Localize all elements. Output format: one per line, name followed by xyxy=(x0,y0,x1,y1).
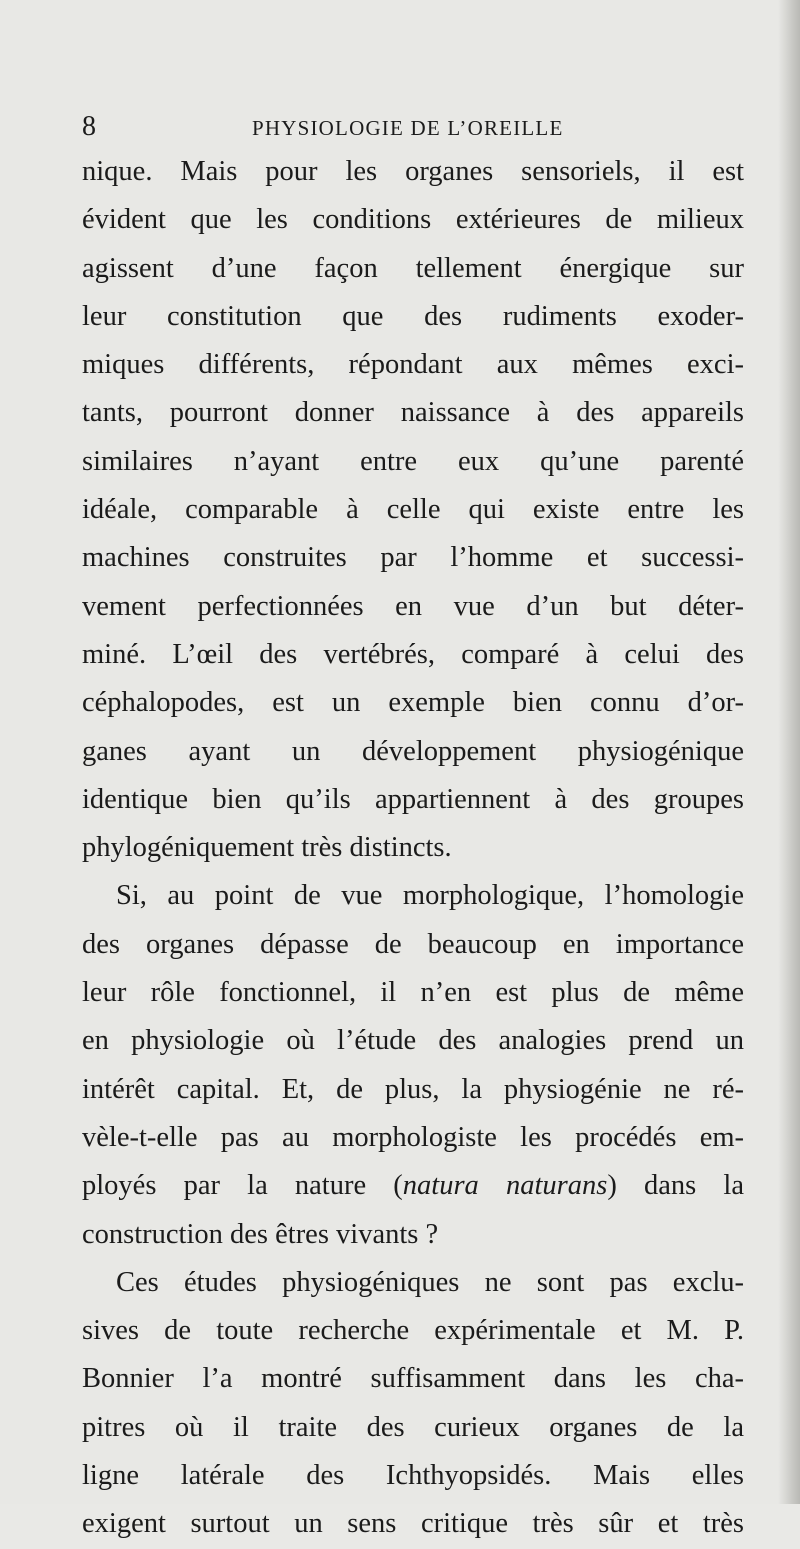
text-line: pitres où il traite des curieux organes de la xyxy=(82,1411,744,1443)
text-line: nique. Mais pour les organes sensoriels, il est xyxy=(82,156,744,187)
text-line: leur constitution que des rudiments exoder- xyxy=(82,300,744,332)
text-line: idéale, comparable à celle qui existe entre les xyxy=(82,494,744,526)
text-line: identique bien qu’ils appartiennent à des groupes xyxy=(82,783,744,815)
text-line: tants, pourront donner naissance à des appareils xyxy=(82,397,744,429)
page-number: 8 xyxy=(82,111,96,142)
text-line: intérêt capital. Et, de plus, la physiogénie ne ré- xyxy=(82,1073,744,1105)
line-text-continuation: dans la xyxy=(616,1170,744,1202)
paragraph-start-line: Si, au point de vue morphologique, l’homologie xyxy=(116,880,744,912)
text-line: similaires n’ayant entre eux qu’une parenté xyxy=(82,445,744,477)
text-line: en physiologie où l’étude des analogies prend un xyxy=(82,1025,744,1057)
text-line: des organes dépasse de beaucoup en importance xyxy=(82,928,744,960)
line-text: ployés par la nature xyxy=(82,1170,367,1202)
text-line: ligne latérale des Ichthyopsidés. Mais elles xyxy=(82,1460,744,1492)
italic-phrase: natura naturans xyxy=(402,1170,608,1202)
text-line: ganes ayant un développement physiogénique xyxy=(82,735,744,767)
text-line: agissent d’une façon tellement énergique sur xyxy=(82,252,744,284)
text-line: sives de toute recherche expérimentale et M. P. xyxy=(82,1315,744,1347)
page-edge-shadow xyxy=(778,0,800,1504)
text-line: miques différents, répondant aux mêmes exci- xyxy=(82,349,744,381)
body-text xyxy=(82,148,744,1549)
text-line: construction des êtres vivants ? xyxy=(82,1218,439,1250)
text-line: évident que les conditions extérieures de milieux xyxy=(82,204,744,236)
text-line: miné. L’œil des vertébrés, comparé à celui des xyxy=(82,638,744,670)
text-line: Bonnier l’a montré suffisamment dans les cha- xyxy=(82,1363,744,1395)
text-line: vèle-t-elle pas au morphologiste les procédés em- xyxy=(82,1121,744,1153)
text-line: machines construites par l’homme et successi- xyxy=(82,542,744,574)
text-line: céphalopodes, est un exemple bien connu d’or- xyxy=(82,687,744,719)
running-head xyxy=(82,109,742,145)
text-line-with-italic: ployés par la nature (natura naturans) dans la xyxy=(82,1170,744,1202)
text-line: exigent surtout un sens critique très sûr et très xyxy=(82,1508,744,1540)
text-line: leur rôle fonctionnel, il n’en est plus de même xyxy=(82,977,744,1009)
text-line: phylogéniquement très distincts. xyxy=(82,832,452,864)
running-title: PHYSIOLOGIE DE L’OREILLE xyxy=(252,116,564,140)
text-line: vement perfectionnées en vue d’un but déter- xyxy=(82,590,744,622)
paragraph-start-line: Ces études physiogéniques ne sont pas exclu- xyxy=(116,1266,744,1298)
